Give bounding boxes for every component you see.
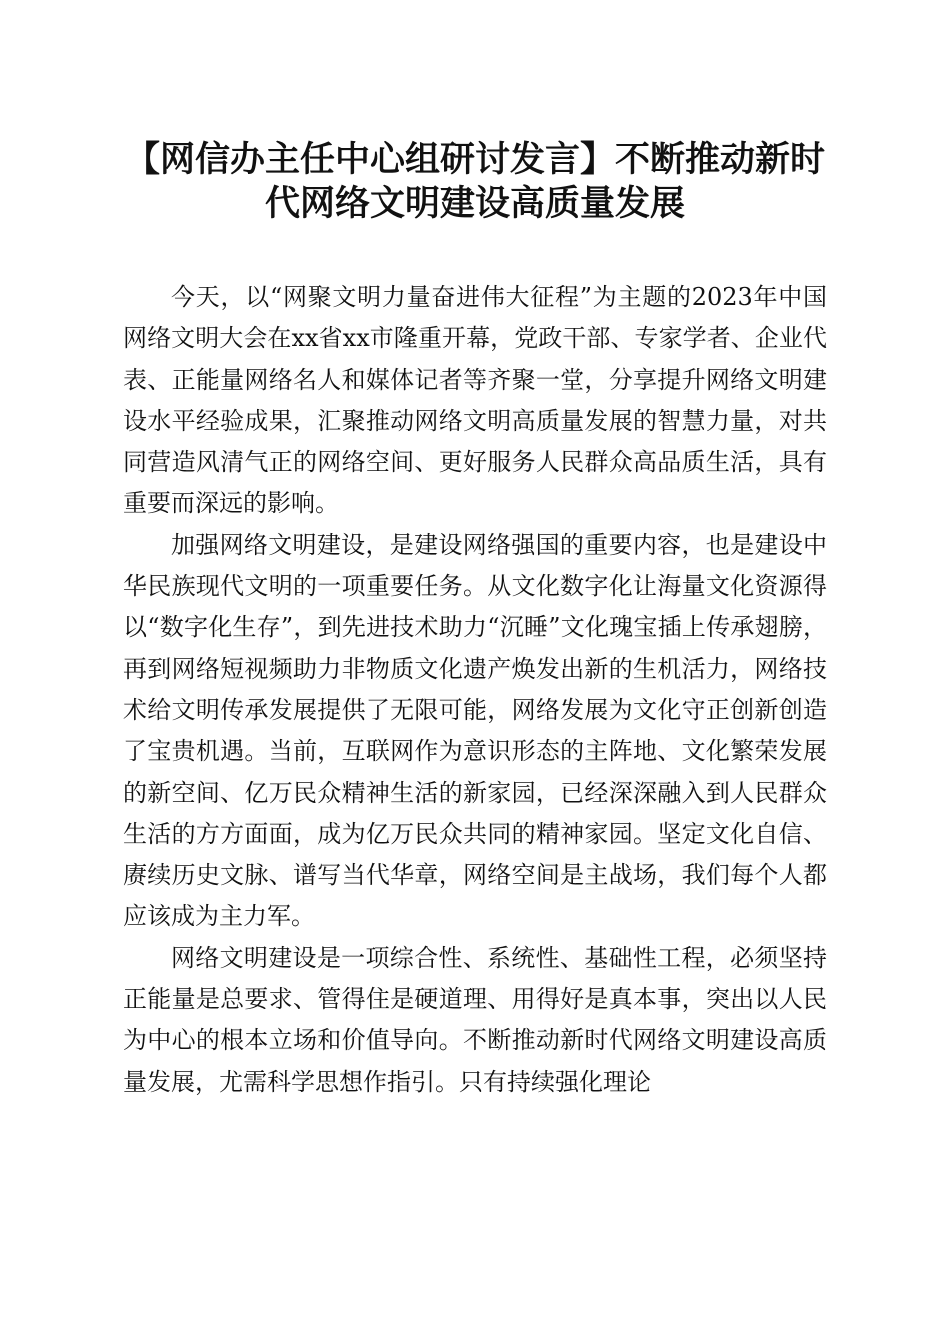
paragraph-1: 今天，以“网聚文明力量奋进伟大征程”为主题的2023年中国网络文明大会在xx省xx市隆重开幕，党政干部、专家学者、企业代表、正能量网络名人和媒体记者等齐聚一堂，分享提升网络文明建设水平经验成果，汇聚推动网络文明高质量发展的智慧力量，对共同营造风清气正的网络空间、更好服务人民群众高品质生活，具有重要而深远的影响。	[123, 283, 827, 518]
title-line-1: 【网信办主任中心组研讨发言】不断推动新时	[124, 139, 825, 180]
title-line-2: 代网络文明建设高质量发展	[264, 183, 685, 224]
document-title	[100, 138, 850, 226]
document-body	[123, 277, 827, 1103]
paragraph-3: 网络文明建设是一项综合性、系统性、基础性工程，必须坚持正能量是总要求、管得住是硬道理、用得好是真本事，突出以人民为中心的根本立场和价值导向。不断推动新时代网络文明建设高质量发展，尤需科学思想作指引。只有持续强化理论	[123, 943, 827, 1096]
paragraph-2: 加强网络文明建设，是建设网络强国的重要内容，也是建设中华民族现代文明的一项重要任务。从文化数字化让海量文化资源得以“数字化生存”，到先进技术助力“沉睡”文化瑰宝插上传承翅膀，再到网络短视频助力非物质文化遗产焕发出新的生机活力，网络技术给文明传承发展提供了无限可能，网络发展为文化守正创新创造了宝贵机遇。当前，互联网作为意识形态的主阵地、文化繁荣发展的新空间、亿万民众精神生活的新家园，已经深深融入到人民群众生活的方方面面，成为亿万民众共同的精神家园。坚定文化自信、赓续历史文脉、谱写当代华章，网络空间是主战场，我们每个人都应该成为主力军。	[123, 530, 827, 931]
